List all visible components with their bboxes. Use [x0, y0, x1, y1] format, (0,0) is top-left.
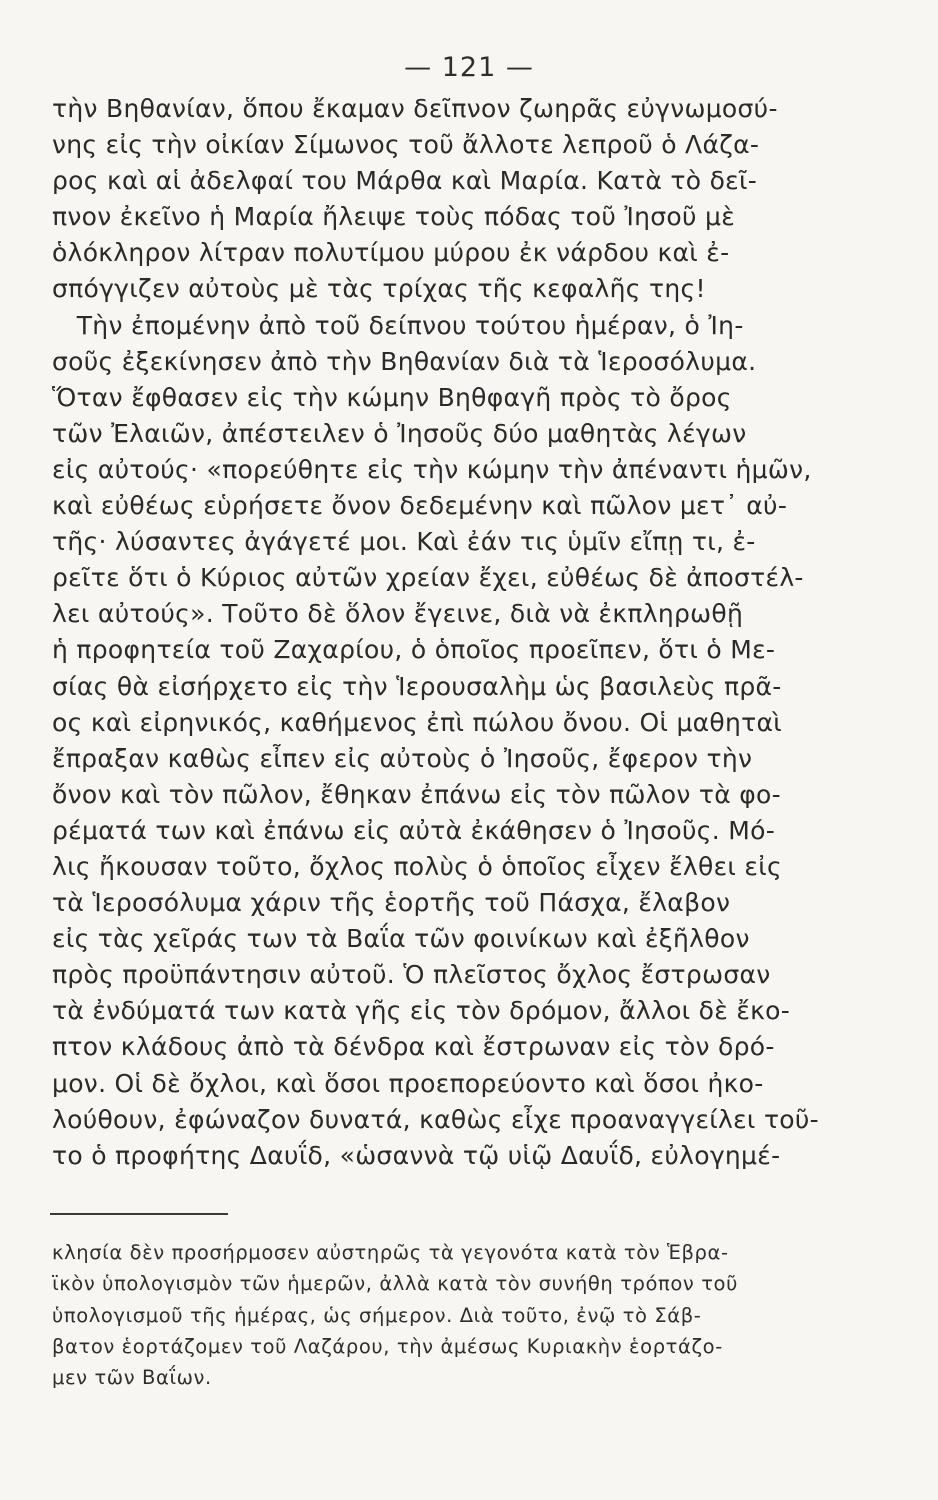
text-line: μον. Οἱ δὲ ὄχλοι, καὶ ὅσοι προεπορεύοντο καὶ ὅσοι ἠκο-	[52, 1068, 764, 1098]
text-line: ὁλόκληρον λίτραν πολυτίμου μύρου ἐκ νάρδου καὶ ἐ-	[52, 238, 730, 268]
text-line: τὰ ἐνδύματά των κατὰ γῆς εἰς τὸν δρόμον, ἄλλοι δὲ ἔκο-	[52, 996, 791, 1026]
text-line: τῆς· λύσαντες ἀγάγετέ μοι. Καὶ ἐάν τις ὑμῖν εἴπῃ τι, ἐ-	[52, 527, 756, 557]
text-line: ος καὶ εἰρηνικός, καθήμενος ἐπὶ πώλου ὄνου. Οἱ μαθηταὶ	[52, 707, 783, 737]
text-line: ὄνον καὶ τὸν πῶλον, ἔθηκαν ἐπάνω εἰς τὸν πῶλον τὰ φο-	[52, 779, 781, 809]
text-line: Τὴν ἐπομένην ἀπὸ τοῦ δείπνου τούτου ἡμέραν, ὁ Ἰη-	[52, 310, 744, 340]
text-line: ρος καὶ αἱ ἀδελφαί του Μάρθα καὶ Μαρία. Κατὰ τὸ δεῖ-	[52, 166, 758, 196]
footnote-line: βατον ἑορτάζομεν τοῦ Λαζάρου, τὴν ἀμέσως Κυριακὴν ἑορτάζο-	[52, 1334, 723, 1358]
text-line: τὰ Ἱεροσόλυμα χάριν τῆς ἑορτῆς τοῦ Πάσχα, ἔλαβον	[52, 888, 731, 918]
text-line: Ὅταν ἔφθασεν εἰς τὴν κώμην Βηθφαγῆ πρὸς τὸ ὄρος	[52, 382, 732, 412]
text-line: ἔπραξαν καθὼς εἶπεν εἰς αὐτοὺς ὁ Ἰησοῦς, ἔφερον τὴν	[52, 743, 753, 773]
text-line: εἰς τὰς χεῖράς των τὰ Βαΐα τῶν φοινίκων καὶ ἐξῆλθον	[52, 924, 750, 954]
main-text	[52, 91, 852, 1174]
text-line: ρεῖτε ὅτι ὁ Κύριος αὐτῶν χρείαν ἔχει, εὐθέως δὲ ἀποστέλ-	[52, 563, 804, 593]
text-line: λις ἤκουσαν τοῦτο, ὄχλος πολὺς ὁ ὁποῖος εἶχεν ἔλθει εἰς	[52, 851, 782, 881]
text-line: πνον ἐκεῖνο ἡ Μαρία ἤλειψε τοὺς πόδας τοῦ Ἰησοῦ μὲ	[52, 202, 736, 232]
text-line: τὴν Βηθανίαν, ὅπου ἔκαμαν δεῖπνον ζωηρᾶς εὐγνωμοσύ-	[52, 94, 778, 123]
text-line: σοῦς ἐξεκίνησεν ἀπὸ τὴν Βηθανίαν διὰ τὰ Ἱεροσόλυμα.	[52, 346, 757, 376]
text-line: ἡ προφητεία τοῦ Ζαχαρίου, ὁ ὁποῖος προεῖπεν, ὅτι ὁ Με-	[52, 635, 776, 665]
text-line: πτον κλάδους ἀπὸ τὰ δένδρα καὶ ἔστρωναν εἰς τὸν δρό-	[52, 1032, 775, 1062]
page-number: — 121 —	[404, 52, 534, 83]
text-line: καὶ εὐθέως εὑρήσετε ὄνον δεδεμένην καὶ πῶλον μετ᾽ αὐ-	[52, 491, 788, 521]
footnote	[52, 1237, 852, 1393]
text-line: εἰς αὐτούς· «πορεύθητε εἰς τὴν κώμην τὴν ἀπέναντι ἡμῶν,	[52, 454, 812, 484]
text-line: λούθουν, ἐφώναζον δυνατά, καθὼς εἶχε προαναγγείλει τοῦ-	[52, 1104, 819, 1134]
text-line: νης εἰς τὴν οἰκίαν Σίμωνος τοῦ ἄλλοτε λεπροῦ ὁ Λάζα-	[52, 130, 760, 160]
footnote-line: κλησία δὲν προσήρμοσεν αὐστηρῶς τὰ γεγονότα κατὰ τὸν Ἑβρα-	[52, 1241, 729, 1264]
text-line: πρὸς προϋπάντησιν αὐτοῦ. Ὁ πλεῖστος ὄχλος ἔστρωσαν	[52, 960, 771, 990]
footnote-line: ὑπολογισμοῦ τῆς ἡμέρας, ὡς σήμερον. Διὰ τοῦτο, ἐνῷ τὸ Σάβ-	[52, 1303, 702, 1327]
text-line: σπόγγιζεν αὐτοὺς μὲ τὰς τρίχας τῆς κεφαλῆς της!	[52, 274, 706, 304]
footnote-line: ϊκὸν ὑπολογισμὸν τῶν ἡμερῶν, ἀλλὰ κατὰ τὸν συνήθη τρόπον τοῦ	[52, 1272, 738, 1296]
text-line: τῶν Ἐλαιῶν, ἀπέστειλεν ὁ Ἰησοῦς δύο μαθητὰς λέγων	[52, 418, 747, 448]
footnote-line: μεν τῶν Βαΐων.	[52, 1366, 212, 1390]
text-line: ρέματά των καὶ ἐπάνω εἰς αὐτὰ ἐκάθησεν ὁ Ἰησοῦς. Μό-	[52, 815, 776, 845]
text-line: το ὁ προφήτης Δαυΐδ, «ὡσαννὰ τῷ υἱῷ Δαυΐδ, εὐλογημέ-	[52, 1140, 781, 1170]
footnote-divider	[50, 1213, 228, 1215]
text-line: σίας θὰ εἰσήρχετο εἰς τὴν Ἱερουσαλὴμ ὡς βασιλεὺς πρᾶ-	[52, 671, 782, 701]
text-line: λει αὐτούς». Τοῦτο δὲ ὅλον ἔγεινε, διὰ νὰ ἐκπληρωθῇ	[52, 599, 744, 629]
